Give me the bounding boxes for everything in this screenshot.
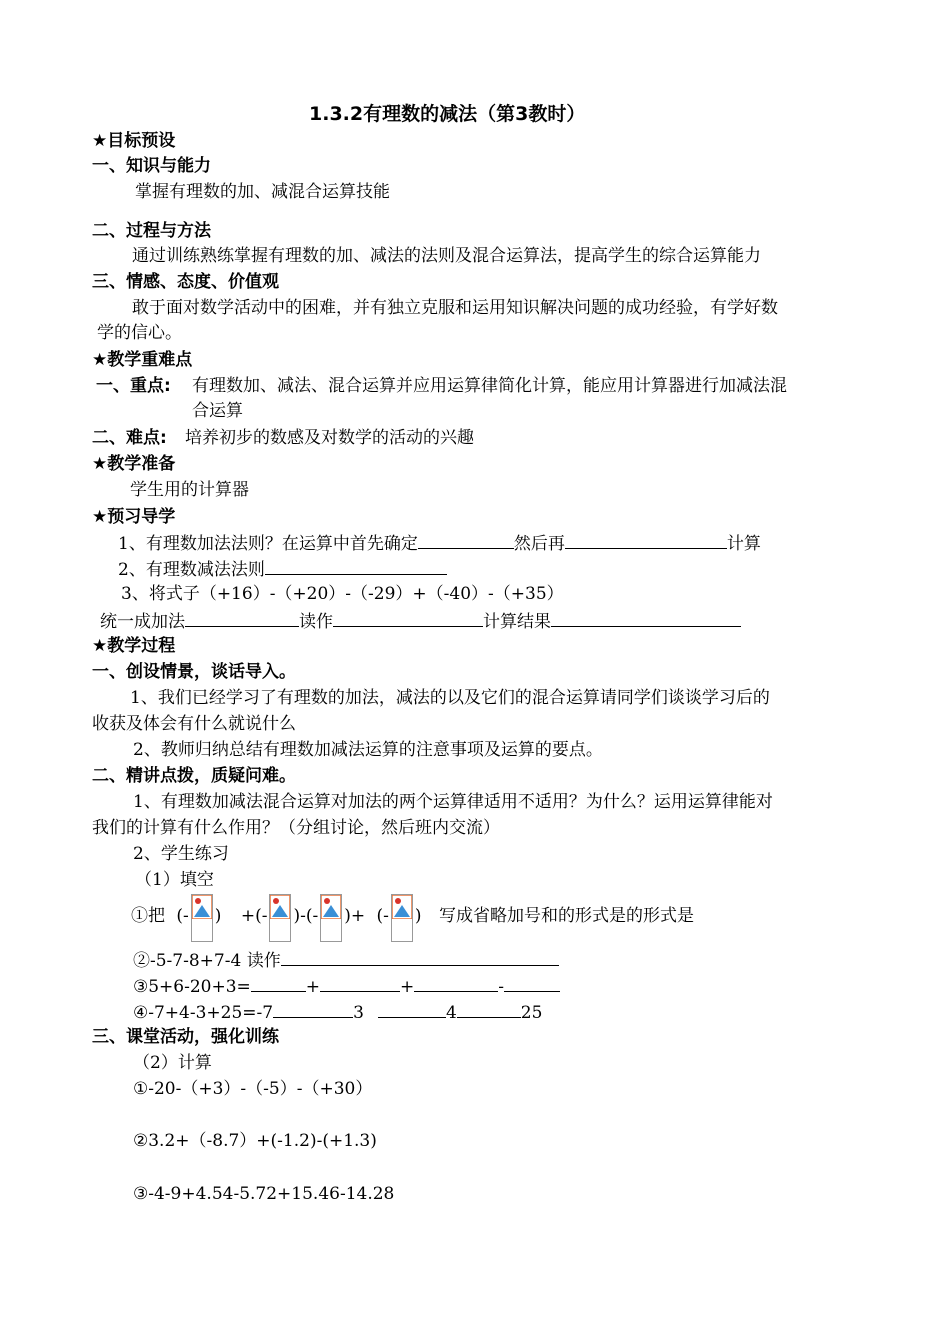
q3-text-b: 读作 [299,612,333,632]
process-method-heading: 二、过程与方法 [92,221,211,241]
preview-question-3: 3、将式子（+16）-（+20）-（-29）+（-40）-（+35） [121,584,564,604]
objectives-heading: ★目标预设 [92,131,176,151]
section1-heading: 一、创设情景，谈话导入。 [92,662,296,682]
key-text-line1: 有理数加、减法、混合运算并应用运算律简化计算，能应用计算器进行加减法混 [192,376,787,396]
fill1-text-b: 写成省略加号和的形式是的形式是 [438,906,694,926]
q2-text: 2、有理数减法法则 [118,560,265,580]
preview-heading: ★预习导学 [92,507,176,527]
q1-text-a: 1、有理数加法法则？在运算中首先确定 [118,534,418,554]
section2-para1-line1: 1、有理数加减法混合运算对加法的两个运算律适用不适用？为什么？运用运算律能对 [133,792,773,812]
fill4-blank-3[interactable] [457,1000,521,1018]
fill2-blank[interactable] [281,948,559,966]
process-method-text: 通过训练熟练掌握有理数的加、减法的法则及混合运算法，提高学生的综合运算能力 [132,246,761,266]
fill4-num-c: 25 [520,1003,543,1023]
fill1-text-a: ①把 [131,906,165,926]
fill1-plus-open: +(- [240,906,268,926]
preview-question-3-answers [100,609,741,633]
fill4-num-a: 3 [353,1003,364,1023]
preview-question-2 [118,557,447,581]
emotion-text-line1: 敢于面对数学活动中的困难，并有独立克服和运用知识解决问题的成功经验，有学好数 [132,298,778,318]
fill1-paren-open-4: (- [376,906,389,926]
fill3-minus: - [498,977,505,997]
calc-item-2: ②3.2+（-8.7）+(-1.2)-(+1.3) [133,1131,377,1151]
fill-heading: （1）填空 [135,870,214,890]
fill-item-3 [133,974,560,998]
emotion-heading: 三、情感、态度、价值观 [92,272,279,292]
knowledge-heading: 一、知识与能力 [92,156,211,176]
section1-para1-line2: 收获及体会有什么就说什么 [92,714,296,734]
q3-text-a: 统一成加法 [100,612,185,632]
fill-item-1 [131,894,694,942]
q1-blank-1[interactable] [418,531,514,549]
preparation-heading: ★教学准备 [92,454,176,474]
fraction-image-4 [391,894,413,942]
fill1-plus: )+ [344,906,366,926]
key-label: 一、重点: [96,376,171,396]
fill4-num-b: 4 [445,1003,457,1023]
fill-item-4 [133,1000,542,1024]
calc-heading: （2）计算 [133,1053,212,1073]
difficult-text: 培养初步的数感及对数学的活动的兴趣 [185,428,474,448]
q1-blank-2[interactable] [565,531,727,549]
emotion-text-line2: 学的信心。 [97,323,182,343]
fill1-minus-open: )-(- [293,906,319,926]
q3-blank-2[interactable] [333,609,483,627]
key-points-heading: ★教学重难点 [92,350,193,370]
fill1-paren-close-1: ) [214,906,222,926]
fill4-blank-2[interactable] [378,1000,446,1018]
section1-para1-line1: 1、我们已经学习了有理数的加法，减法的以及它们的混合运算请同学们谈谈学习后的 [130,688,770,708]
key-text-line2: 合运算 [192,401,243,421]
fraction-image-3 [320,894,342,942]
difficult-label: 二、难点: [92,428,167,448]
fill3-plus-2: + [400,977,415,997]
q1-text-b: 然后再 [513,534,565,554]
fraction-image-2 [269,894,291,942]
fill1-paren-close-4: ) [414,906,422,926]
preparation-text: 学生用的计算器 [130,480,249,500]
fraction-image-1 [191,894,213,942]
preview-question-1 [118,531,761,555]
fill3-blank-1[interactable] [251,974,306,992]
process-heading: ★教学过程 [92,636,176,656]
q1-text-c: 计算 [726,534,761,554]
section3-heading: 三、课堂活动，强化训练 [92,1027,279,1047]
section1-para2: 2、教师归纳总结有理数加减法运算的注意事项及运算的要点。 [133,740,603,760]
fill4-text: ④-7+4-3+25=-7 [133,1003,274,1023]
fill3-blank-3[interactable] [414,974,498,992]
fill3-plus-1: + [305,977,321,997]
q3-blank-3[interactable] [551,609,741,627]
calc-item-1: ①-20-（+3）-（-5）-（+30） [133,1079,373,1099]
calc-item-3: ③-4-9+4.54-5.72+15.46-14.28 [133,1184,395,1204]
knowledge-text: 掌握有理数的加、减混合运算技能 [135,182,390,202]
fill-item-2 [133,948,559,972]
section2-para2: 2、学生练习 [133,844,229,864]
page-title: 1.3.2有理数的减法（第3教时） [309,103,586,125]
fill3-blank-2[interactable] [320,974,400,992]
fill3-blank-4[interactable] [504,974,560,992]
fill1-paren-open-1: (- [176,906,189,926]
fill4-blank-1[interactable] [273,1000,353,1018]
section2-para1-line2: 我们的计算有什么作用？（分组讨论，然后班内交流） [92,818,500,838]
q3-blank-1[interactable] [185,609,299,627]
fill2-text: ②-5-7-8+7-4 读作 [133,951,281,971]
q3-text-c: 计算结果 [483,612,551,632]
q2-blank[interactable] [265,557,447,575]
section2-heading: 二、精讲点拨，质疑问难。 [92,766,296,786]
fill3-text: ③5+6-20+3= [133,977,251,997]
